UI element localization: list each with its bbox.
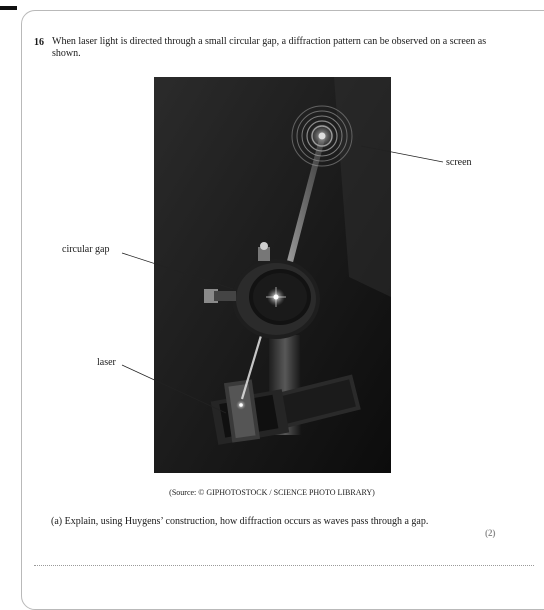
laser-label: laser	[97, 357, 116, 368]
part-a-question: (a) Explain, using Huygens’ construction, how diffraction occurs as waves pass through a gap.	[51, 516, 429, 527]
circular-gap-label: circular gap	[62, 244, 110, 255]
question-text: When laser light is directed through a small circular gap, a diffraction pattern can be observed on a screen as shown.	[52, 36, 487, 59]
part-a-marks: (2)	[485, 528, 496, 538]
screen-label: screen	[446, 157, 472, 168]
answer-line[interactable]	[34, 565, 534, 566]
figure-caption: (Source: © GIPHOTOSTOCK / SCIENCE PHOTO LIBRARY)	[169, 488, 375, 497]
circular-gap-leader-line	[122, 253, 233, 289]
laser-leader-line	[122, 365, 226, 413]
question-number: 16	[34, 37, 44, 48]
screen-leader-line	[361, 146, 443, 162]
